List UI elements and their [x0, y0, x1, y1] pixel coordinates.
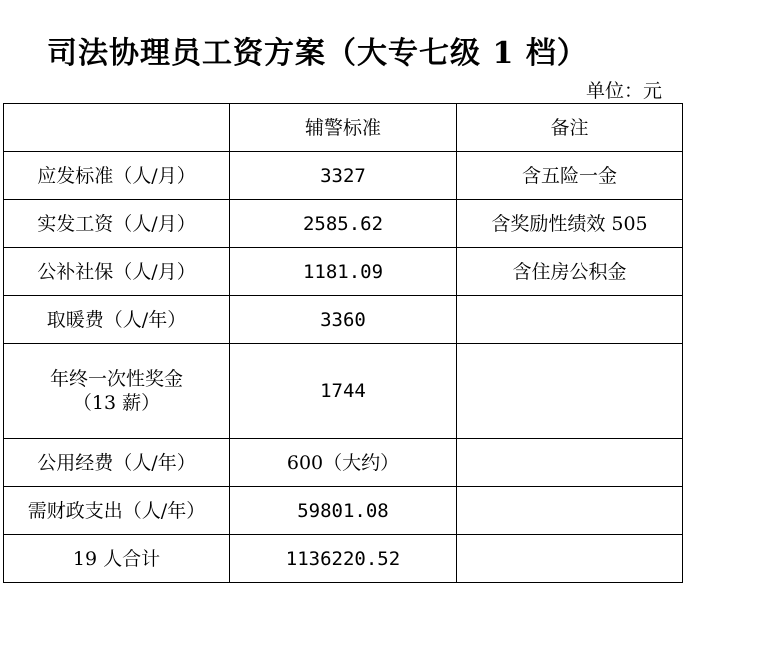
- document-title: 司法协理员工资方案（大专七级 1 档）: [47, 36, 588, 71]
- table-row: [4, 200, 683, 248]
- row-value: 1181.09: [230, 248, 457, 296]
- table-row: [4, 296, 683, 344]
- row-note: [457, 344, 683, 439]
- table-row: [4, 152, 683, 200]
- row-value: 3327: [230, 152, 457, 200]
- row-note: 含五险一金: [457, 152, 683, 200]
- row-label-line1: 年终一次性奖金: [49, 368, 183, 390]
- row-label: 应发标准（人/月）: [4, 152, 230, 200]
- header-cell-standard: 辅警标准: [230, 104, 457, 152]
- row-label: 实发工资（人/月）: [4, 200, 230, 248]
- row-label: 公补社保（人/月）: [4, 248, 230, 296]
- header-cell-item: [4, 104, 230, 152]
- row-note: [457, 487, 683, 535]
- row-label: 需财政支出（人/年）: [4, 487, 230, 535]
- row-note: [457, 296, 683, 344]
- row-value: 1744: [230, 344, 457, 439]
- table-header-row: [4, 104, 683, 152]
- row-note: [457, 535, 683, 583]
- row-note: 含奖励性绩效 505: [457, 200, 683, 248]
- row-note: [457, 439, 683, 487]
- table-row: [4, 344, 683, 439]
- row-label: 取暖费（人/年）: [4, 296, 230, 344]
- row-value: 59801.08: [230, 487, 457, 535]
- row-note: 含住房公积金: [457, 248, 683, 296]
- table-row: [4, 248, 683, 296]
- row-value: 3360: [230, 296, 457, 344]
- unit-label: 单位：元: [586, 80, 663, 102]
- row-label: [4, 344, 230, 439]
- row-label: 公用经费（人/年）: [4, 439, 230, 487]
- row-label-line2: （13 薪）: [72, 392, 161, 414]
- table-row: [4, 535, 683, 583]
- row-value: 600（大约）: [230, 439, 457, 487]
- table-row: [4, 487, 683, 535]
- row-value: 1136220.52: [230, 535, 457, 583]
- table-row: [4, 439, 683, 487]
- row-value: 2585.62: [230, 200, 457, 248]
- header-cell-note: 备注: [457, 104, 683, 152]
- salary-table: [3, 103, 683, 583]
- row-label: 19 人合计: [4, 535, 230, 583]
